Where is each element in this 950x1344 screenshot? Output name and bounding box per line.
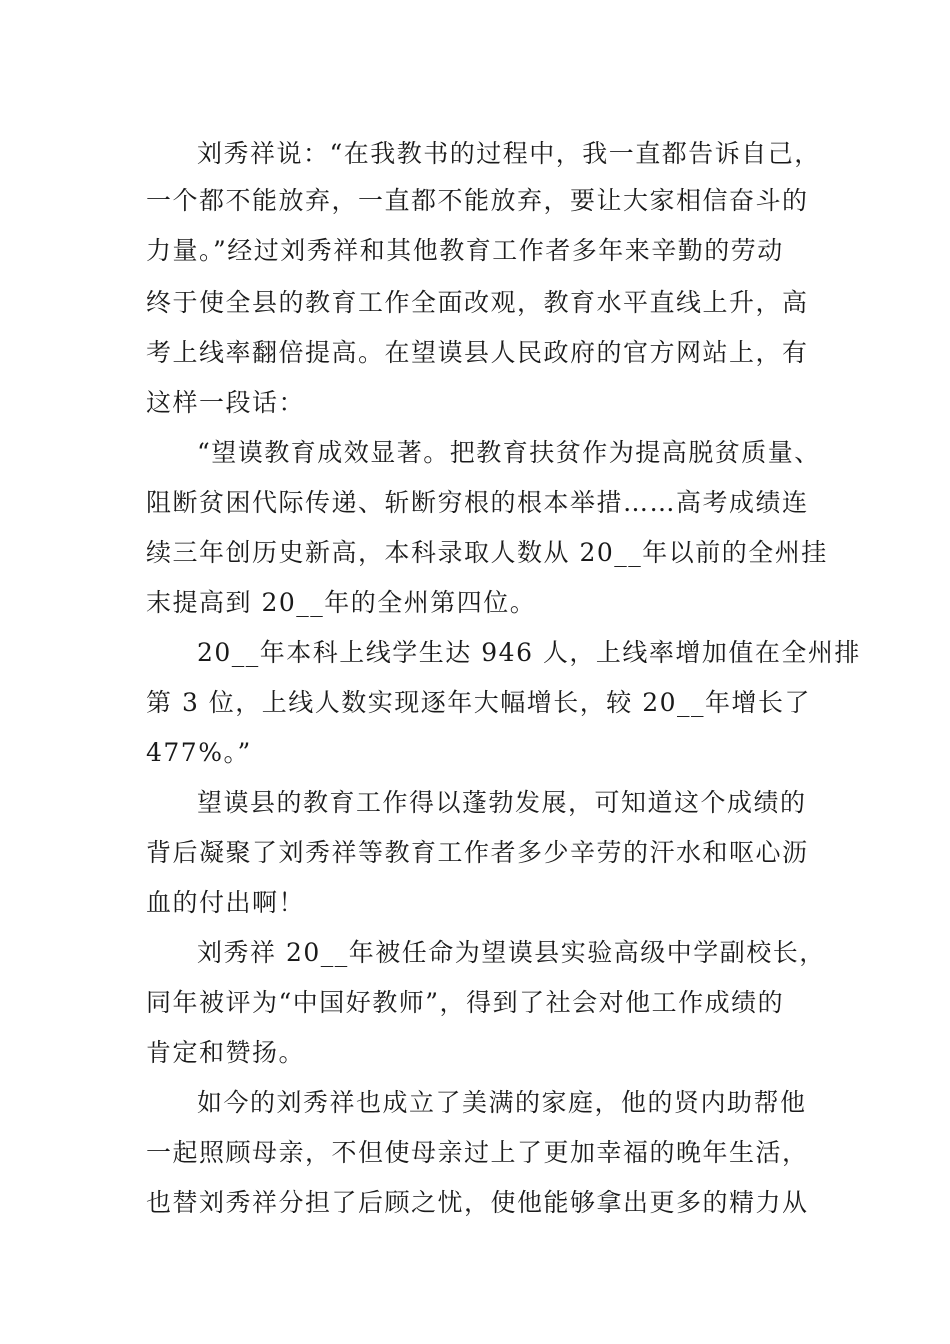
- text-line: 望谟县的教育工作得以蓬勃发展，可知道这个成绩的: [197, 788, 807, 817]
- text-line: 如今的刘秀祥也成立了美满的家庭，他的贤内助帮他: [197, 1088, 807, 1117]
- text-line: 阻断贫困代际传递、斩断穷根的根本举措……高考成绩连: [146, 488, 809, 517]
- text-line: 一个都不能放弃，一直都不能放弃，要让大家相信奋斗的: [146, 186, 809, 215]
- text-line: 一起照顾母亲，不但使母亲过上了更加幸福的晚年生活，: [146, 1138, 809, 1167]
- text-line: 477%。”: [146, 738, 252, 767]
- text-line: 力量。”经过刘秀祥和其他教育工作者多年来辛勤的劳动: [146, 236, 784, 265]
- text-line: 刘秀祥 20__年被任命为望谟县实验高级中学副校长，: [197, 938, 826, 967]
- text-line: 末提高到 20__年的全州第四位。: [146, 588, 537, 617]
- text-line: “望谟教育成效显著。把教育扶贫作为提高脱贫质量、: [197, 438, 821, 467]
- text-line: 背后凝聚了刘秀祥等教育工作者多少辛劳的汗水和呕心沥: [146, 838, 809, 867]
- text-line: 血的付出啊！: [146, 888, 306, 917]
- text-line: 20__年本科上线学生达 946 人，上线率增加值在全州排: [197, 638, 861, 667]
- text-line: 续三年创历史新高，本科录取人数从 20__年以前的全州挂: [146, 538, 828, 567]
- text-line: 肯定和赞扬。: [146, 1038, 306, 1067]
- text-line: 也替刘秀祥分担了后顾之忧，使他能够拿出更多的精力从: [146, 1188, 809, 1217]
- text-line: 刘秀祥说：“在我教书的过程中，我一直都告诉自己，: [197, 139, 821, 168]
- text-line: 同年被评为“中国好教师”，得到了社会对他工作成绩的: [146, 988, 785, 1017]
- text-line: 终于使全县的教育工作全面改观，教育水平直线上升，高: [146, 288, 809, 317]
- text-line: 第 3 位，上线人数实现逐年大幅增长，较 20__年增长了: [146, 688, 812, 717]
- text-line: 这样一段话：: [146, 388, 306, 417]
- text-line: 考上线率翻倍提高。在望谟县人民政府的官方网站上，有: [146, 338, 809, 367]
